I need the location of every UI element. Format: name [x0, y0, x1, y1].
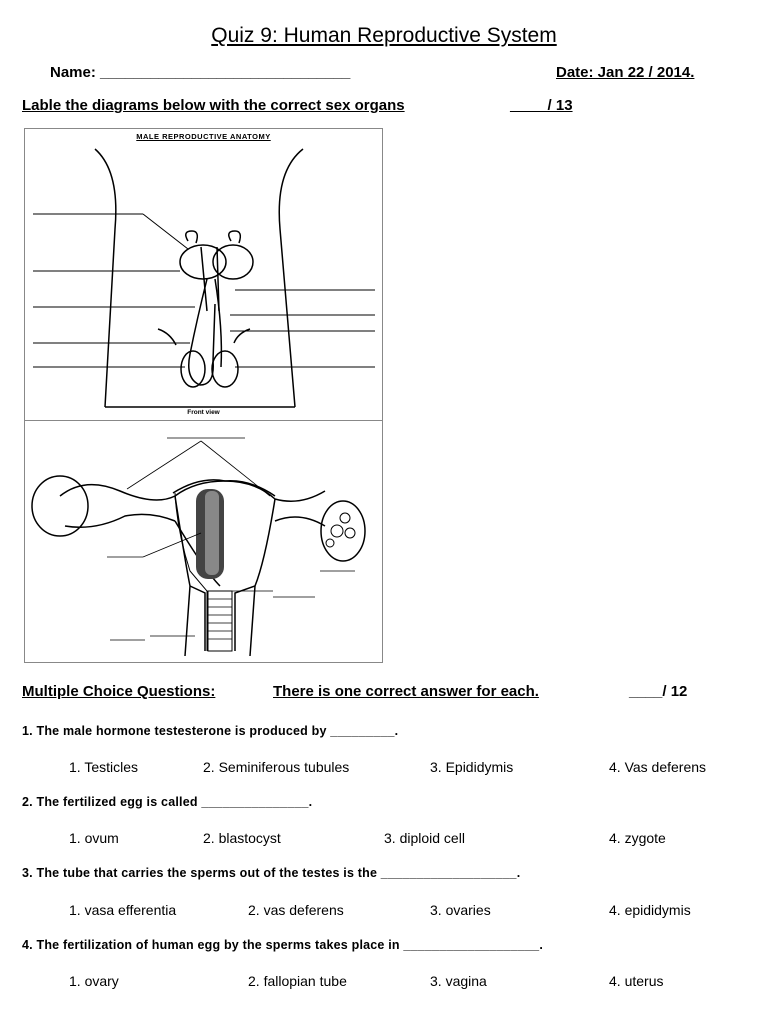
mcq-heading: Multiple Choice Questions: [22, 683, 216, 700]
q4-option-2: 2. fallopian tube [248, 973, 347, 989]
q1-option-1: 1. Testicles [69, 759, 138, 775]
female-anatomy-drawing [25, 421, 382, 662]
male-anatomy-diagram [24, 128, 383, 422]
female-anatomy-diagram [24, 420, 383, 663]
quiz-title: Quiz 9: Human Reproductive System [211, 24, 557, 47]
diagram-instruction: Lable the diagrams below with the correct sex organs [22, 97, 405, 114]
q4-option-4: 4. uterus [609, 973, 664, 989]
q4-option-3: 3. vagina [430, 973, 487, 989]
q3-option-4: 4. epididymis [609, 902, 691, 918]
q3-option-3: 3. ovaries [430, 902, 491, 918]
question-3: 3. The tube that carries the sperms out of the testes is the ___________________. [22, 866, 521, 880]
male-anatomy-drawing [25, 129, 382, 421]
q4-option-1: 1. ovary [69, 973, 119, 989]
date-label: Date: Jan 22 / 2014. [556, 64, 695, 81]
question-2: 2. The fertilized egg is called _______________. [22, 795, 313, 809]
q3-option-2: 2. vas deferens [248, 902, 344, 918]
q2-option-3: 3. diploid cell [384, 830, 465, 846]
question-4: 4. The fertilization of human egg by the sperms takes place in ___________________. [22, 938, 543, 952]
q2-option-4: 4. zygote [609, 830, 666, 846]
q1-option-4: 4. Vas deferens [609, 759, 707, 775]
diagram-score: __ / 13 [510, 97, 573, 114]
q2-option-1: 1. ovum [69, 830, 119, 846]
mcq-instruction: There is one correct answer for each. [273, 683, 539, 700]
question-1: 1. The male hormone testesterone is produced by _________. [22, 724, 399, 738]
mcq-score: ____/ 12 [629, 683, 688, 700]
male-diagram-title: MALE REPRODUCTIVE ANATOMY [136, 132, 271, 141]
q1-option-3: 3. Epididymis [430, 759, 514, 775]
q1-option-2: 2. Seminiferous tubules [203, 759, 350, 775]
q2-option-2: 2. blastocyst [203, 830, 281, 846]
male-diagram-caption: Front view [187, 409, 220, 416]
name-field-label: Name: ______________________________ [50, 64, 351, 81]
q3-option-1: 1. vasa efferentia [69, 902, 177, 918]
